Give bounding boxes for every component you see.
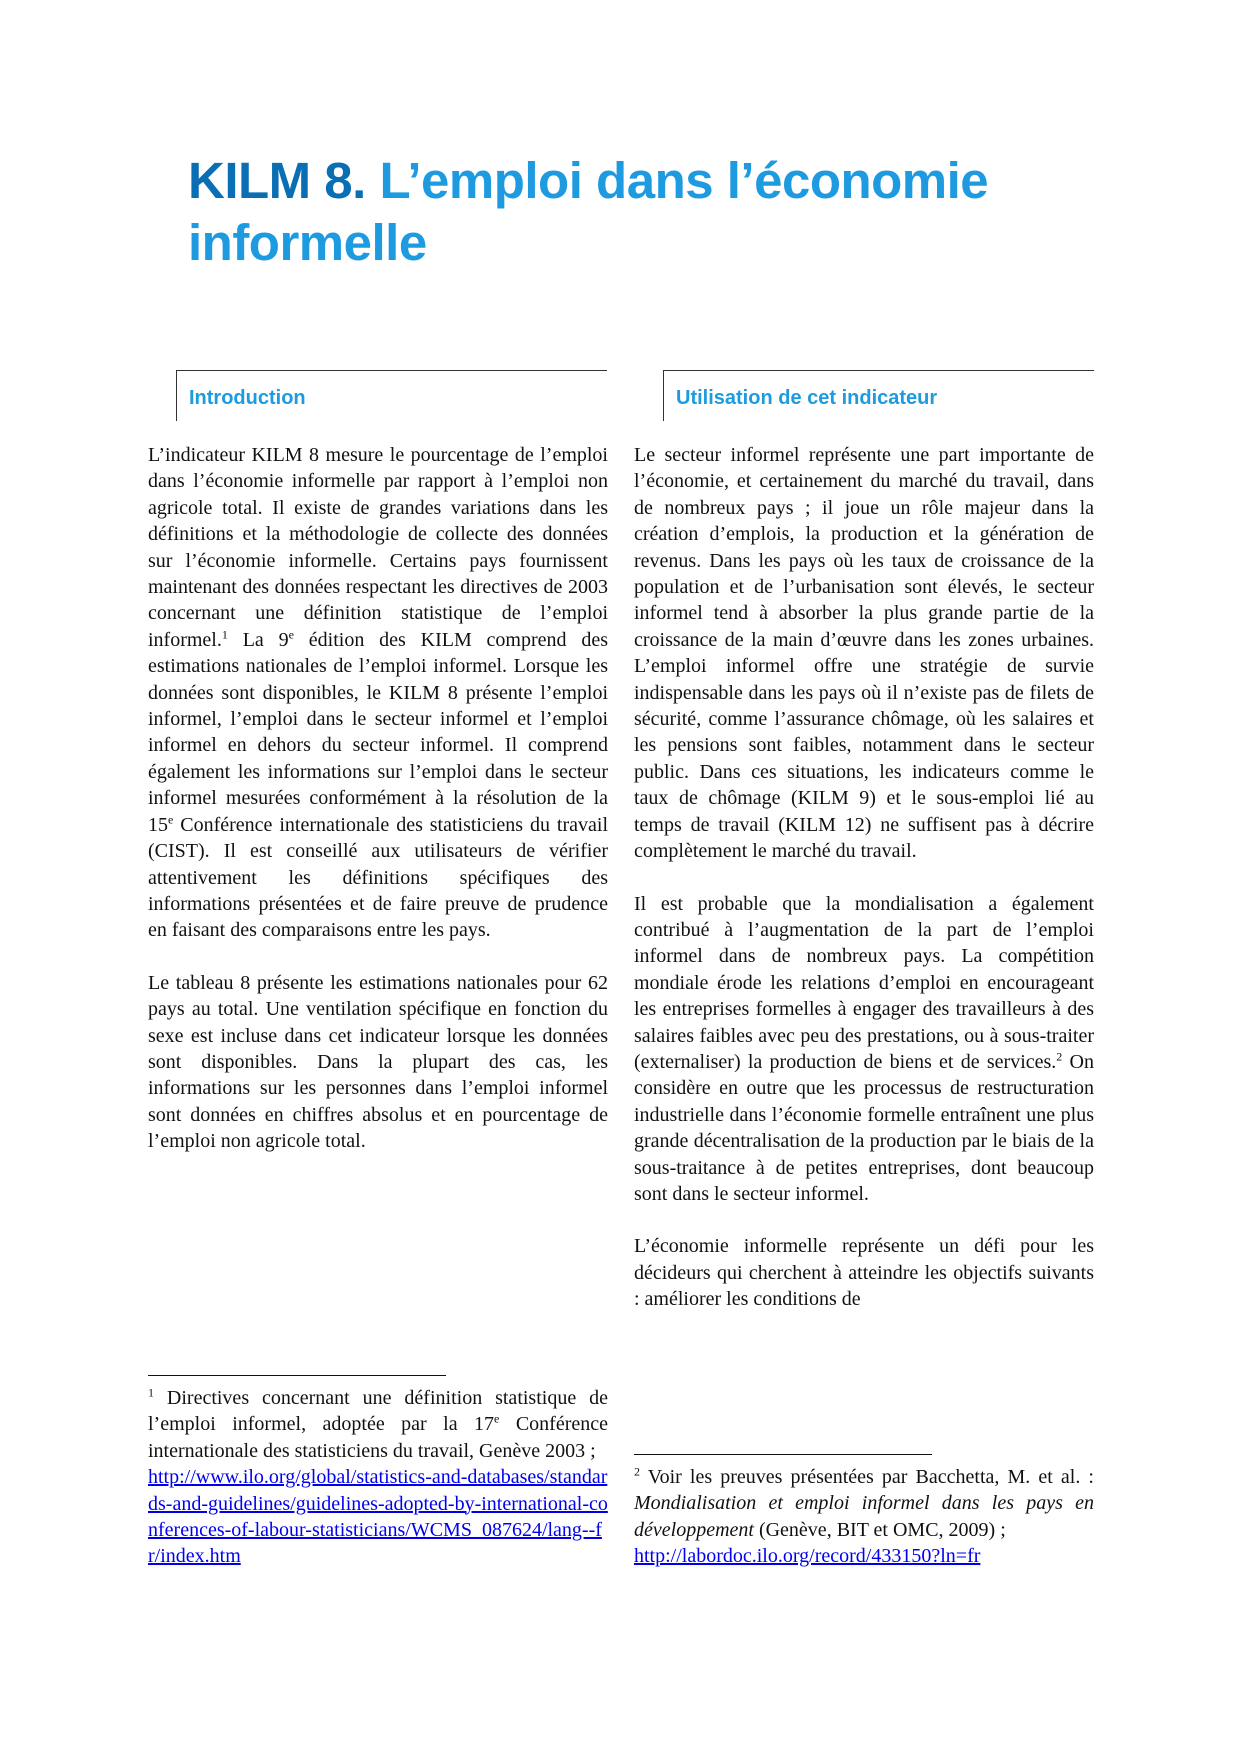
intro-paragraph-1: L’indicateur KILM 8 mesure le pourcentage de l’emploi dans l’économie informelle par rapport à l’emploi non agricole total. Il existe de grandes variations dans les définitions et la méthodologie de collecte des données sur l’économie informelle. Certains pays fournissent maintenant des données respectant les directives de 2003 concernant une définition statistique de l’emploi informel.$^1$ La 9e édition des KILM comprend des estimations nationales de l’emploi informel. Lorsque les données sont disponibles, le KILM 8 présente l’emploi informel, l’emploi dans le secteur informel et l’emploi informel en dehors du secteur informel. Il comprend également les informations sur l’emploi dans le secteur informel mesurées conformément à la résolution de la 15e Conférence internationale des statisticiens du travail (CIST). Il est conseillé aux utilisateurs de vérifier attentivement les définitions spécifiques des informations présentées et de faire preuve de prudence en faisant des comparaisons entre les pays. [148,444,609,942]
usage-paragraph-3: L’économie informelle représente un défi pour les décideurs qui cherchent à atteindre les objectifs suivants : améliorer les conditions de [634,1235,1094,1311]
right-column [634,442,1094,1339]
usage-paragraph-2: Il est probable que la mondialisation a également contribué à l’augmentation de la part de l’emploi informel dans de nombreux pays. La compétition mondiale érode les relations d’emploi en encourageant les entreprises formelles à engager des travailleurs à des salaires faibles avec peu des prestations, ou à sous-traiter (externaliser) la production de biens et de services.$^2$ On considère en outre que les processus de restructuration industrielle dans l’économie formelle entraînent une plus grande décentralisation de la production par le biais de la sous-traitance à de petites entreprises, dont beaucoup sont dans le secteur informel. [634,892,1094,1205]
section-box-usage [663,370,1094,421]
footnote-divider-left [148,1375,446,1376]
title-code: KILM 8. [188,152,366,209]
title-name: L’emploi dans l’économie informelle [188,152,989,271]
left-column [148,442,608,1181]
footnote-1: $^1$ Directives concernant une définition statistique de l’emploi informel, adoptée par la 17e Conférence internationale des statisticiens du travail, Genève 2003 ; http://www.ilo.org/global/statistics-and-databases/standards-and-guidelines/guidelines-adopted-by-international-conferences-of-labour-statisticians/WCMS_087624/lang--fr/index.htm [148,1385,608,1570]
footnote-2-link[interactable]: http://labordoc.ilo.org/record/433150?ln=fr [634,1545,981,1568]
section-heading-usage: Utilisation de cet indicateur [676,387,938,409]
intro-paragraph-2: Le tableau 8 présente les estimations nationales pour 62 pays au total. Une ventilation spécifique en fonction du sexe est incluse dans cet indicateur lorsque les données sont disponibles. Dans la plupart des cas, les informations sur les personnes dans l’emploi informel sont données en chiffres absolus et en pourcentage de l’emploi non agricole total. [148,971,608,1153]
footnote-divider-right [634,1454,932,1455]
usage-paragraph-1: Le secteur informel représente une part importante de l’économie, et certainement du marché du travail, dans de nombreux pays ; il joue un rôle majeur dans la création d’emplois, la production et la génération de revenus. Dans les pays où les taux de croissance de la population et de l’urbanisation sont élevés, le secteur informel tend à absorber la plus grande partie de la croissance de la main d’œuvre dans les zones urbaines. L’emploi informel offre une stratégie de survie indispensable dans les pays où il n’existe pas de filets de sécurité, comme l’assurance chômage, où les salaires et les pensions sont faibles, notamment dans le secteur public. Dans ces situations, les indicateurs comme le taux de chômage (KILM 9) et le sous-emploi lié au temps de travail (KILM 12) ne suffisent pas à décrire complètement le marché du travail. [634,444,1094,863]
footnote-2: $^2$ Voir les preuves présentées par Bacchetta, M. et al. : Mondialisation et emploi informel dans les pays en développement (Genève, BIT et OMC, 2009) ; http://labordoc.ilo.org/record/433150?ln=fr [634,1464,1094,1570]
page-title [188,150,1148,274]
footnote-1-link[interactable]: http://www.ilo.org/global/statistics-and-databases/standards-and-guidelines/guidelines-adopted-by-international-conferences-of-labour-statisticians/WCMS_087624/lang--fr/index.htm [148,1466,608,1568]
section-heading-introduction: Introduction [189,387,306,409]
footnote-ref-2: 2 [1056,1049,1063,1064]
section-box-introduction [176,370,607,421]
footnote-ref-1: 1 [221,627,228,642]
